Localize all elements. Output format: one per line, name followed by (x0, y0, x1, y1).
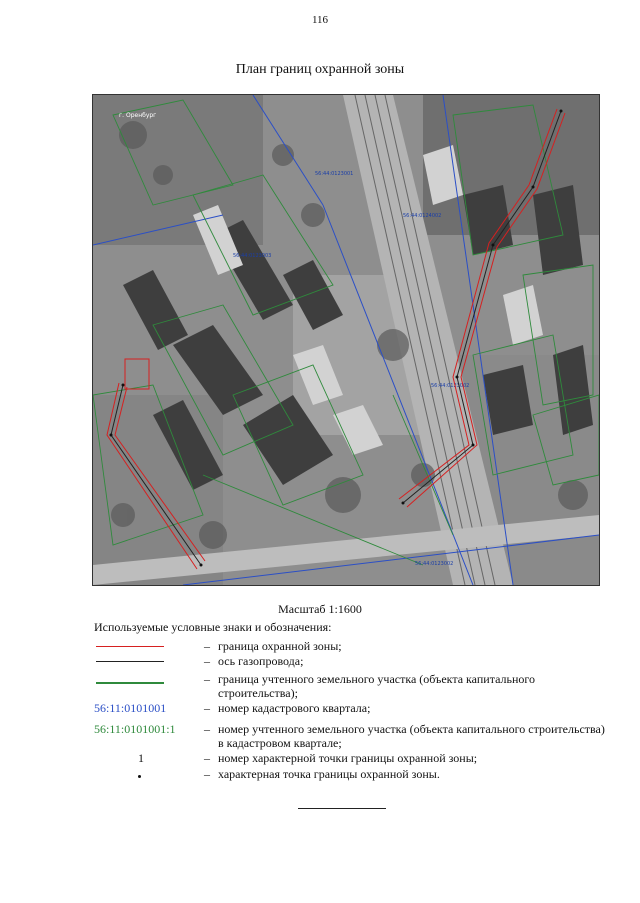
legend-dash: – (204, 654, 210, 668)
legend-dash: – (204, 767, 210, 781)
page-number: 116 (311, 14, 329, 26)
legend-dash: – (204, 722, 210, 736)
legend-dash: – (204, 639, 210, 653)
dark-line-symbol (96, 661, 164, 662)
cadastral-label: 56:44:0123002 (431, 383, 470, 389)
red-line-symbol (96, 646, 164, 647)
cadastral-label: 56:44:0124002 (403, 213, 442, 219)
cadastral-label: 56:44:0123002 (415, 561, 454, 567)
legend-dash: – (204, 701, 210, 715)
legend-text: ось газопровода; (218, 654, 304, 668)
legend-text: граница учтенного земельного участка (объекта капитального строительства); (218, 672, 536, 700)
point-number-symbol: 1 (138, 751, 144, 765)
legend-text: номер учтенного земельного участка (объекта капитального строительства) в кадастровом квартале; (218, 722, 605, 750)
legend-dash: – (204, 751, 210, 765)
green-line-symbol (96, 682, 164, 684)
legend-text: характерная точка границы охранной зоны. (218, 767, 440, 781)
legend-text: номер кадастрового квартала; (218, 701, 371, 715)
map-image (92, 94, 600, 586)
cadastral-label: 56:44:0123001 (315, 171, 354, 177)
map-scale: Масштаб 1:1600 (278, 602, 362, 616)
legend-dash: – (204, 672, 210, 686)
legend-text: граница охранной зоны; (218, 639, 342, 653)
page-title: План границ охранной зоны (235, 62, 405, 77)
bottom-rule (298, 808, 386, 809)
blue-number-symbol: 56:11:0101001 (94, 701, 167, 715)
legend-heading: Используемые условные знаки и обозначения: (94, 620, 332, 634)
green-number-symbol: 56:11:0101001:1 (94, 722, 176, 736)
dot-symbol (138, 775, 141, 778)
city-label: г. Оренбург (119, 112, 157, 119)
legend-text: номер характерной точки границы охранной зоны; (218, 751, 478, 765)
cadastral-label: 56:44:0123003 (233, 253, 272, 259)
